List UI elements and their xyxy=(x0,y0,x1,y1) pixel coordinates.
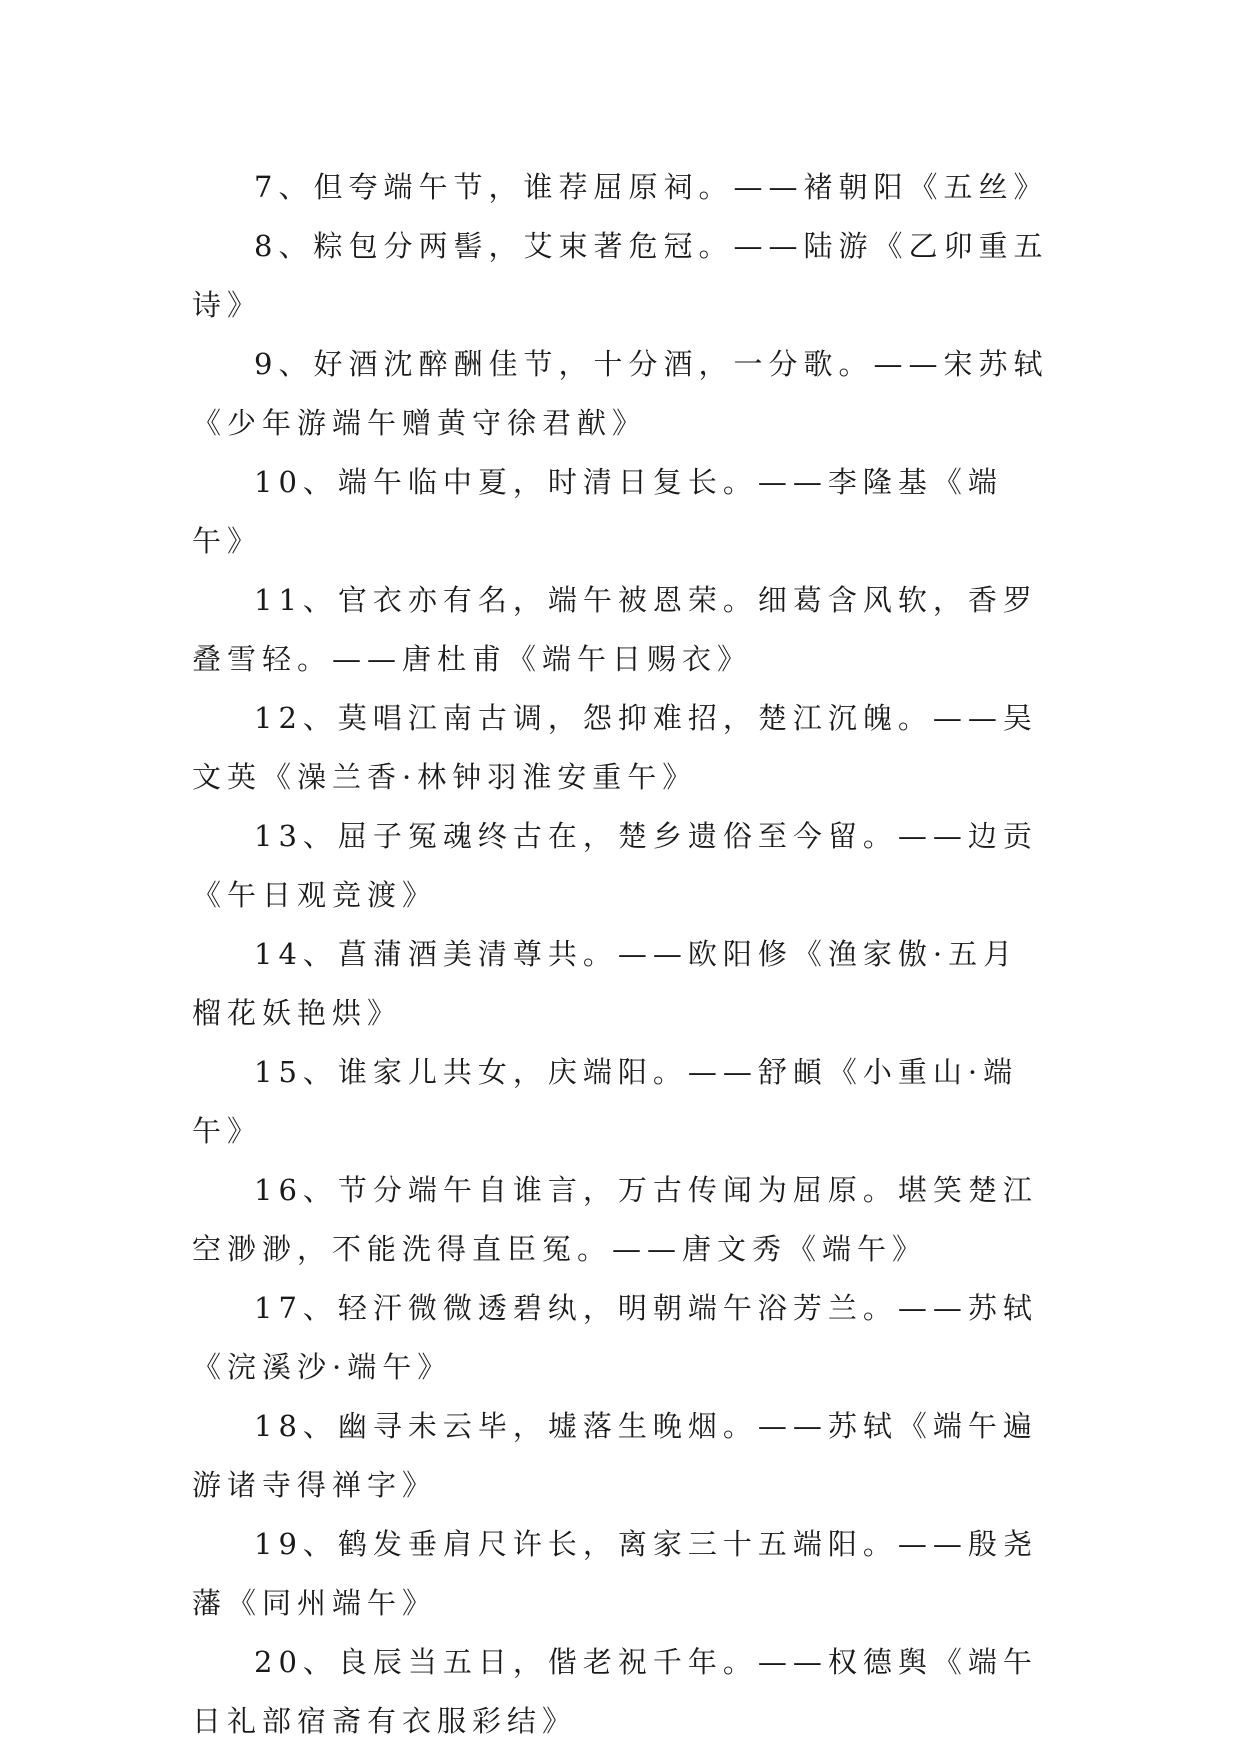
list-item: 13、屈子冤魂终古在，楚乡遗俗至今留。——边贡《午日观竞渡》 xyxy=(192,819,1038,912)
list-item: 14、菖蒲酒美清尊共。——欧阳修《渔家傲·五月榴花妖艳烘》 xyxy=(192,937,1019,1030)
list-item: 10、端午临中夏，时清日复长。——李隆基《端午》 xyxy=(192,465,1003,558)
list-item: 16、节分端午自谁言，万古传闻为屈原。堪笑楚江空渺渺，不能洗得直臣冤。——唐文秀《端午》 xyxy=(192,1173,1038,1266)
list-item: 19、鹤发垂肩尺许长，离家三十五端阳。——殷尧藩《同州端午》 xyxy=(192,1527,1038,1620)
list-item: 7、但夸端午节，谁荐屈原祠。——褚朝阳《五丝》 xyxy=(254,170,1049,204)
list-item: 18、幽寻未云毕，墟落生晚烟。——苏轼《端午遍游诸寺得禅字》 xyxy=(192,1409,1038,1502)
poem-list xyxy=(192,158,1052,1751)
list-item: 9、好酒沈醉酬佳节，十分酒，一分歌。——宋苏轼《少年游端午赠黄守徐君猷》 xyxy=(192,347,1049,440)
list-item: 15、谁家儿共女，庆端阳。——舒頔《小重山·端午》 xyxy=(192,1055,1019,1148)
list-item: 20、良辰当五日，偕老祝千年。——权德舆《端午日礼部宿斋有衣服彩结》 xyxy=(192,1645,1038,1738)
list-item: 11、官衣亦有名，端午被恩荣。细葛含风软，香罗叠雪轻。——唐杜甫《端午日赐衣》 xyxy=(192,583,1038,676)
list-item: 12、莫唱江南古调，怨抑难招，楚江沉魄。——吴文英《澡兰香·林钟羽淮安重午》 xyxy=(192,701,1038,794)
list-item: 8、粽包分两髻，艾束著危冠。——陆游《乙卯重五诗》 xyxy=(192,229,1049,322)
list-item: 17、轻汗微微透碧纨，明朝端午浴芳兰。——苏轼《浣溪沙·端午》 xyxy=(192,1291,1038,1384)
